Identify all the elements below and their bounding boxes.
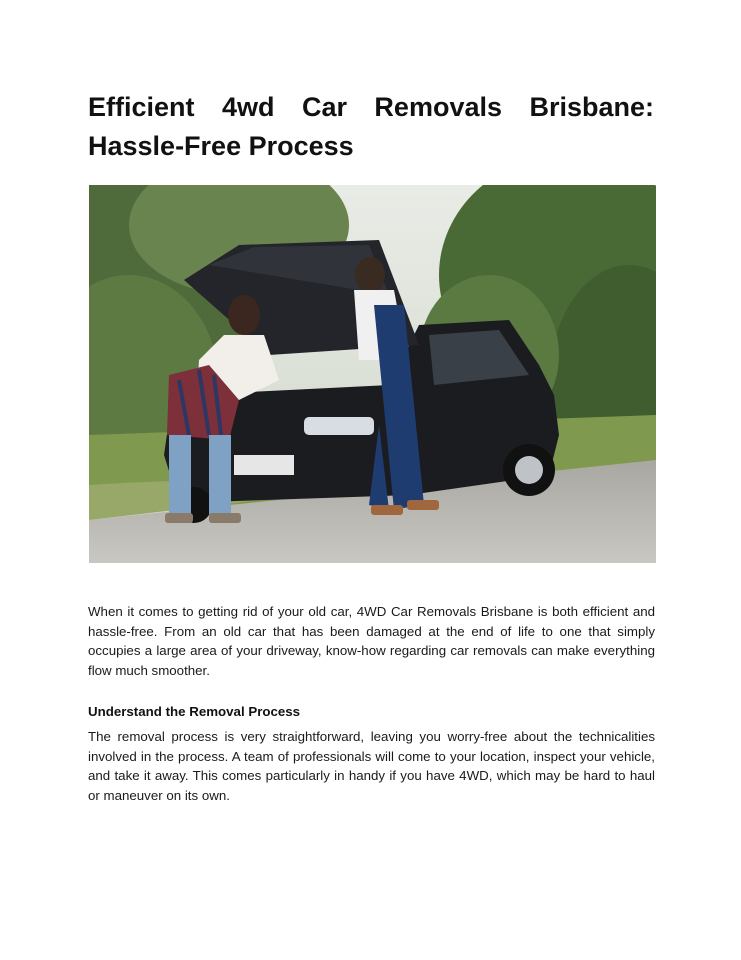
hero-photo	[89, 185, 656, 563]
page-title: Efficient 4wd Car Removals Brisbane: Hassle-Free Process	[88, 92, 654, 161]
intro-paragraph: When it comes to getting rid of your old car, 4WD Car Removals Brisbane is both efficient and hassle-free. From an old car that has been damaged at the end of life to one that simply occupies a large area of your driveway, know-how regarding car removals can make everything flow much smoother.	[88, 604, 655, 679]
section-paragraph: The removal process is very straightforward, leaving you worry-free about the technicalities involved in the process. A team of professionals will come to your location, inspect your vehicle, and take it away. This comes particularly in handy if you have 4WD, which may be hard to haul or maneuver on its own.	[88, 729, 655, 804]
section-heading: Understand the Removal Process	[88, 704, 301, 719]
